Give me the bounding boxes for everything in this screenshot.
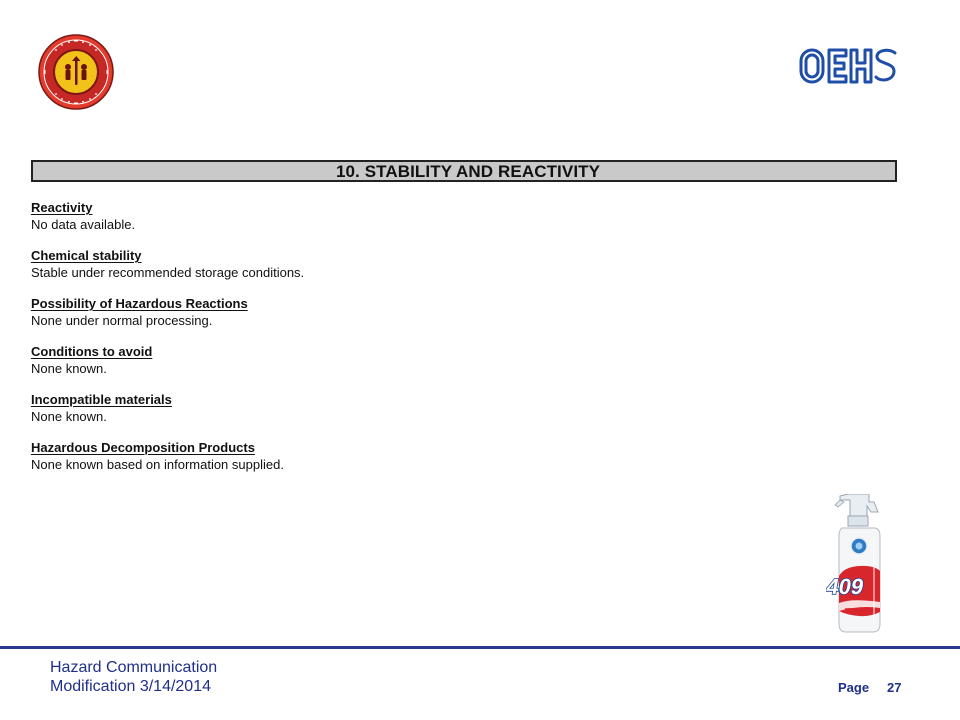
svg-text:409: 409 bbox=[826, 574, 866, 599]
oehs-logo bbox=[798, 44, 898, 88]
section-header bbox=[31, 160, 897, 182]
lausd-seal-logo bbox=[38, 34, 114, 110]
footer-title: Hazard Communication bbox=[50, 659, 218, 676]
entry-incompatible-materials bbox=[31, 391, 731, 425]
footer-divider bbox=[0, 646, 960, 649]
page-number: 27 bbox=[887, 680, 902, 695]
entry-conditions-to-avoid bbox=[31, 343, 731, 377]
section-title: 10. STABILITY AND REACTIVITY bbox=[335, 162, 601, 181]
entry-text: Stable under recommended storage conditions. bbox=[31, 265, 305, 280]
entry-reactivity bbox=[31, 199, 731, 233]
entry-text: None known. bbox=[31, 361, 107, 376]
footer-date: Modification 3/14/2014 bbox=[50, 678, 211, 695]
entry-decomposition-products bbox=[31, 439, 731, 473]
entry-heading: Reactivity bbox=[31, 200, 93, 215]
section-content bbox=[31, 199, 731, 473]
entry-heading: Incompatible materials bbox=[31, 392, 172, 407]
entry-text: None known based on information supplied. bbox=[31, 457, 284, 472]
entry-chemical-stability bbox=[31, 247, 731, 281]
entry-text: None known. bbox=[31, 409, 107, 424]
entry-text: No data available. bbox=[31, 217, 136, 232]
entry-heading: Chemical stability bbox=[31, 248, 142, 263]
entry-heading: Conditions to avoid bbox=[31, 344, 153, 359]
spray-bottle-409-image bbox=[826, 494, 892, 634]
entry-hazardous-reactions bbox=[31, 295, 731, 329]
entry-heading: Hazardous Decomposition Products bbox=[31, 440, 255, 455]
entry-text: None under normal processing. bbox=[31, 313, 213, 328]
page-label: Page bbox=[838, 680, 870, 695]
entry-heading: Possibility of Hazardous Reactions bbox=[31, 296, 248, 311]
